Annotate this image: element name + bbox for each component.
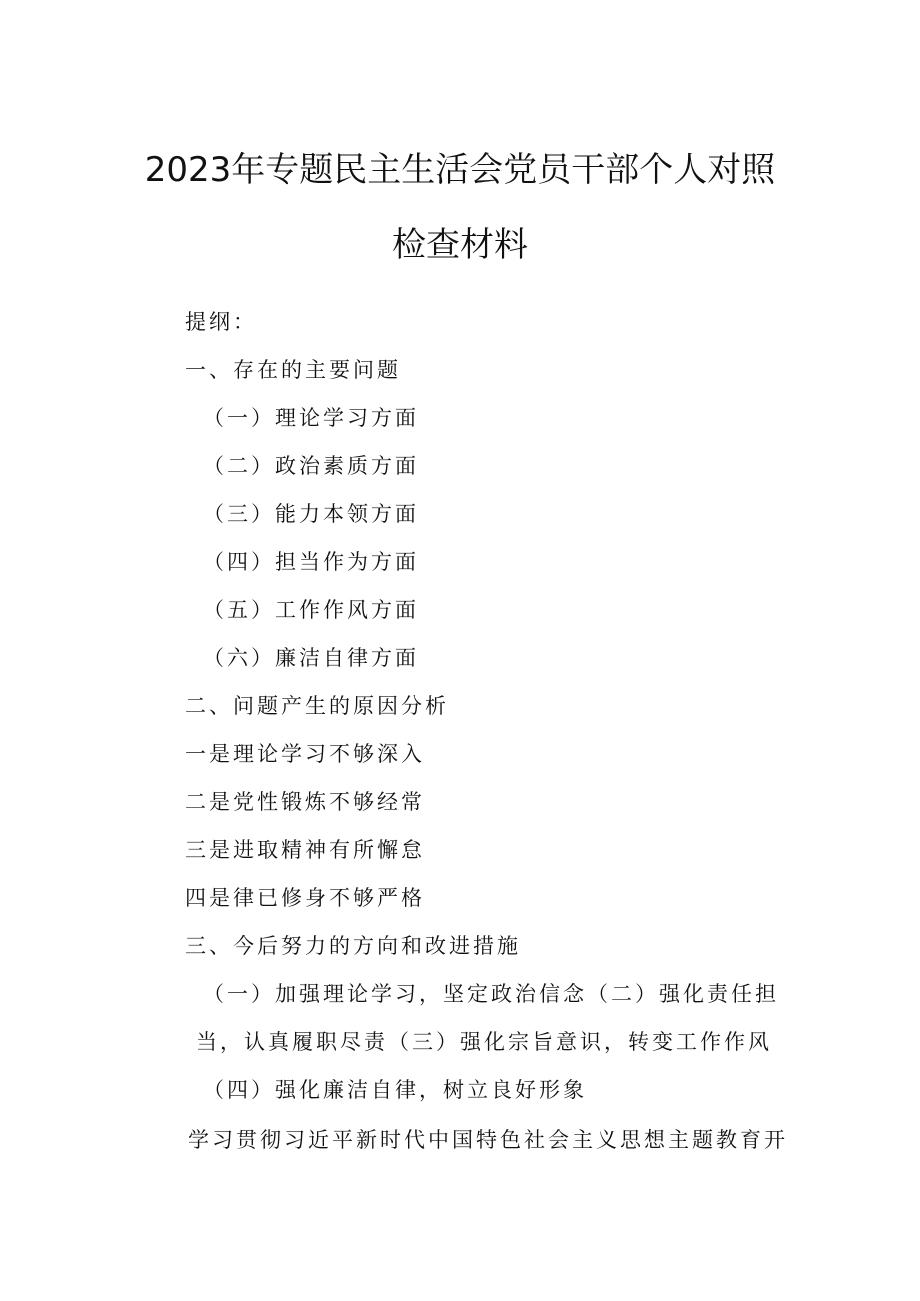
section-2-item-4: 四是律已修身不够严格 (185, 886, 425, 910)
section-1-item-3: （三）能力本领方面 (203, 502, 419, 526)
section-1-item-2: （二）政治素质方面 (203, 454, 419, 478)
section-2-item-2: 二是党性锻炼不够经常 (185, 790, 425, 814)
body-paragraph-line-1: 学习贯彻习近平新时代中国特色社会主义思想主题教育开 (188, 1128, 788, 1152)
section-2-item-1: 一是理论学习不够深入 (185, 742, 425, 766)
section-2-item-3: 三是进取精神有所懈怠 (185, 838, 425, 862)
section-2-heading: 二、问题产生的原因分析 (185, 694, 449, 718)
document-title-line-2: 检查材料 (392, 225, 528, 265)
document-title-line-1: 2023年专题民主生活会党员干部个人对照 (144, 150, 776, 190)
section-3-line-3: （四）强化廉洁自律，树立良好形象 (203, 1078, 587, 1102)
section-1-heading: 一、存在的主要问题 (185, 358, 401, 382)
section-1-item-5: （五）工作作风方面 (203, 598, 419, 622)
section-3-line-2: 当，认真履职尽责（三）强化宗旨意识，转变工作作风 (196, 1030, 772, 1054)
section-1-item-4: （四）担当作为方面 (203, 550, 419, 574)
outline-label: 提纲： (185, 310, 257, 334)
section-1-item-1: （一）理论学习方面 (203, 406, 419, 430)
section-1-item-6: （六）廉洁自律方面 (203, 646, 419, 670)
section-3-heading: 三、今后努力的方向和改进措施 (185, 934, 521, 958)
section-3-line-1: （一）加强理论学习，坚定政治信念（二）强化责任担 (203, 982, 779, 1006)
